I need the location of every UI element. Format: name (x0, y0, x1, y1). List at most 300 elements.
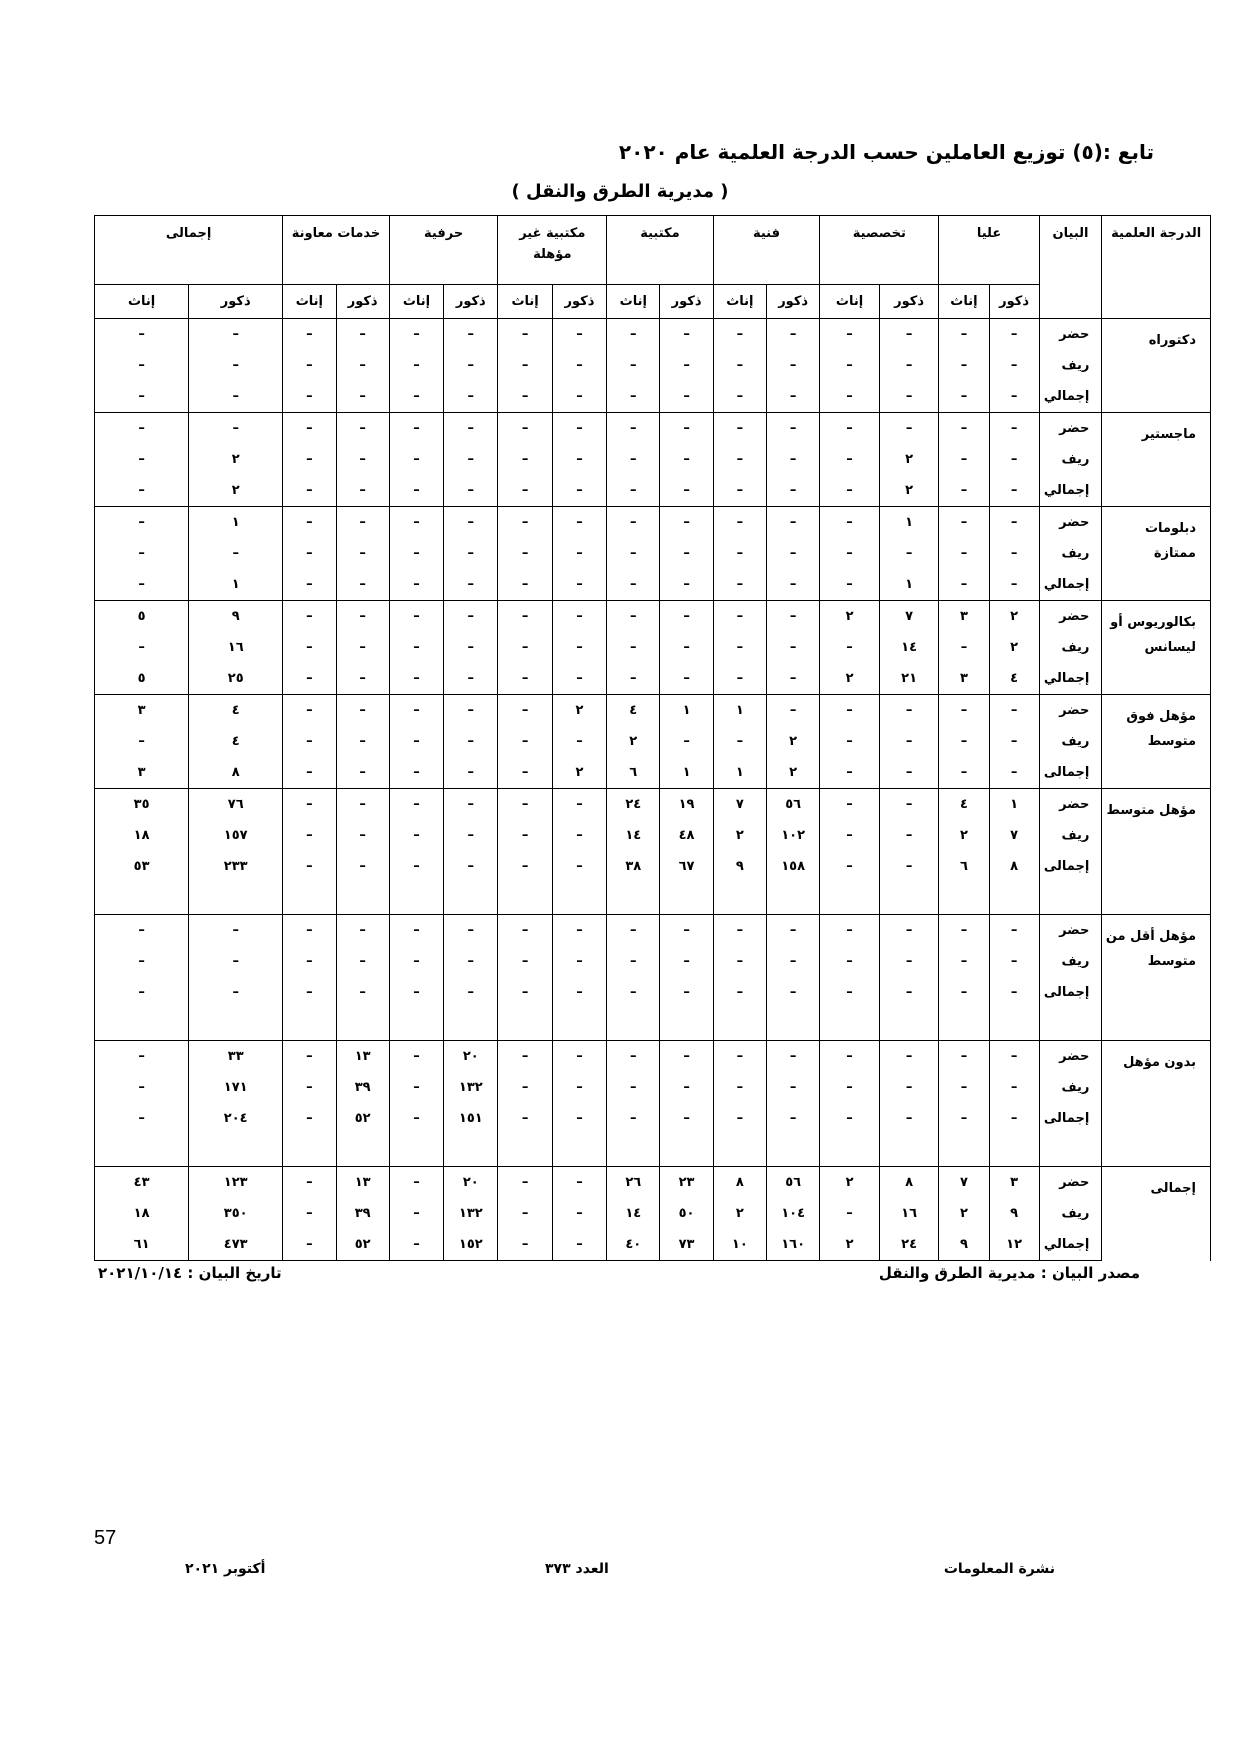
table-cell: – (713, 726, 766, 757)
table-cell: – (498, 569, 552, 601)
table-cell: ٩ (939, 1229, 989, 1261)
table-cell: ٥ (95, 601, 189, 633)
table-cell: – (95, 946, 189, 977)
table-cell: – (713, 413, 766, 445)
table-cell: – (989, 915, 1039, 947)
table-cell: – (283, 1103, 336, 1134)
table-row (95, 977, 1211, 1008)
table-cell: – (879, 726, 939, 757)
table-cell: ٢٥ (189, 663, 283, 695)
table-cell: – (552, 444, 606, 475)
table-cell: ٥٦ (767, 1167, 820, 1199)
table-cell: – (713, 569, 766, 601)
table-cell: – (989, 977, 1039, 1008)
table-cell: – (95, 319, 189, 351)
empty-cell (989, 882, 1039, 915)
table-cell: – (283, 350, 336, 381)
table-cell: – (552, 820, 606, 851)
empty-cell (189, 882, 283, 915)
table-cell: – (939, 757, 989, 789)
table-cell: – (552, 915, 606, 947)
table-cell: – (498, 946, 552, 977)
table-cell: – (989, 444, 1039, 475)
table-cell: ١٢٣ (189, 1167, 283, 1199)
table-cell: – (389, 726, 443, 757)
table-cell: ١٧١ (189, 1072, 283, 1103)
table-cell: – (879, 1103, 939, 1134)
table-cell: ١٥١ (444, 1103, 498, 1134)
empty-cell (607, 1134, 660, 1167)
degree-label: بدون مؤهل (1102, 1041, 1211, 1167)
table-cell: – (607, 569, 660, 601)
table-cell: – (189, 915, 283, 947)
table-cell: – (607, 663, 660, 695)
empty-cell (389, 1008, 443, 1041)
table-cell: – (444, 663, 498, 695)
table-cell: ٢ (713, 820, 766, 851)
table-cell: – (444, 350, 498, 381)
female-header: إناث (713, 285, 766, 319)
table-cell: – (820, 444, 880, 475)
table-cell: – (820, 632, 880, 663)
table-cell: – (444, 820, 498, 851)
table-cell: – (607, 538, 660, 569)
table-cell: – (283, 977, 336, 1008)
table-cell: – (283, 601, 336, 633)
empty-cell (713, 1134, 766, 1167)
empty-cell (989, 1008, 1039, 1041)
table-cell: – (283, 569, 336, 601)
table-row (95, 915, 1211, 947)
female-header: إناث (389, 285, 443, 319)
table-cell: – (389, 601, 443, 633)
table-cell: – (498, 350, 552, 381)
table-cell: – (336, 820, 389, 851)
table-cell: ١ (879, 569, 939, 601)
table-cell: – (389, 1198, 443, 1229)
table-cell: ٤٧٣ (189, 1229, 283, 1261)
table-cell: – (389, 820, 443, 851)
table-cell: ٥٢ (336, 1229, 389, 1261)
male-header: ذكور (336, 285, 389, 319)
row-type: ريف (1039, 726, 1102, 757)
table-cell: – (607, 601, 660, 633)
table-cell: ١٤ (879, 632, 939, 663)
table-cell: ٤ (989, 663, 1039, 695)
table-cell: – (552, 1041, 606, 1073)
table-row (95, 820, 1211, 851)
table-cell: ٤٣ (95, 1167, 189, 1199)
table-cell: – (767, 507, 820, 539)
table-cell: – (336, 350, 389, 381)
footer-month: أكتوبر ٢٠٢١ (185, 1561, 266, 1577)
header-row-groups (95, 216, 1211, 285)
group-header: مكتبية (607, 216, 714, 285)
table-cell: ٢ (713, 1198, 766, 1229)
table-cell: – (95, 413, 189, 445)
empty-cell (498, 882, 552, 915)
empty-cell (95, 1008, 189, 1041)
female-header: إناث (95, 285, 189, 319)
table-cell: – (939, 695, 989, 727)
table-cell: – (283, 757, 336, 789)
table-row (95, 413, 1211, 445)
table-cell: – (939, 507, 989, 539)
group-header: فنية (713, 216, 820, 285)
row-type: حضر (1039, 507, 1102, 539)
table-cell: – (283, 726, 336, 757)
table-cell: – (95, 1103, 189, 1134)
table-cell: ١ (713, 757, 766, 789)
table-cell: – (336, 444, 389, 475)
table-cell: – (820, 1103, 880, 1134)
table-cell: ٢ (189, 444, 283, 475)
table-cell: ١٣٢ (444, 1072, 498, 1103)
table-cell: – (389, 569, 443, 601)
table-cell: – (444, 538, 498, 569)
table-cell: ٢ (820, 663, 880, 695)
row-type: حضر (1039, 601, 1102, 633)
table-row (95, 726, 1211, 757)
table-cell: – (607, 1103, 660, 1134)
table-cell: ٧ (713, 789, 766, 821)
table-cell: – (444, 789, 498, 821)
table-cell: – (607, 1041, 660, 1073)
table-cell: – (389, 538, 443, 569)
row-type: إجمالى (1039, 851, 1102, 882)
table-cell: – (767, 632, 820, 663)
table-row (95, 1103, 1211, 1134)
table-cell: ١٣٢ (444, 1198, 498, 1229)
table-cell: – (879, 977, 939, 1008)
table-cell: – (989, 757, 1039, 789)
table-cell: – (767, 1041, 820, 1073)
table-cell: – (820, 475, 880, 507)
table-cell: – (767, 946, 820, 977)
page-title: تابع :(٥) توزيع العاملين حسب الدرجة العلمية عام ٢٠٢٠ (618, 140, 1154, 164)
table-cell: – (767, 915, 820, 947)
table-cell: – (820, 1041, 880, 1073)
table-cell: – (939, 350, 989, 381)
table-cell: – (713, 663, 766, 695)
table-cell: – (389, 475, 443, 507)
table-cell: ٢ (552, 695, 606, 727)
table-cell: – (879, 319, 939, 351)
table-cell: – (389, 946, 443, 977)
table-cell: – (444, 507, 498, 539)
table-cell: – (989, 695, 1039, 727)
table-cell: ٤ (607, 695, 660, 727)
table-cell: – (444, 475, 498, 507)
table-cell: ٣ (989, 1167, 1039, 1199)
table-cell: – (498, 1167, 552, 1199)
table-cell: – (939, 413, 989, 445)
table-cell: ١ (189, 507, 283, 539)
table-cell: – (95, 538, 189, 569)
table-cell: ١٣ (336, 1167, 389, 1199)
table-cell: – (713, 538, 766, 569)
empty-cell (939, 1008, 989, 1041)
table-cell: ٤٨ (660, 820, 713, 851)
table-cell: – (767, 475, 820, 507)
table-cell: – (660, 444, 713, 475)
table-cell: – (283, 789, 336, 821)
empty-cell (95, 882, 189, 915)
table-cell: – (552, 1167, 606, 1199)
table-cell: – (820, 726, 880, 757)
table-cell: – (552, 1072, 606, 1103)
row-type: ريف (1039, 946, 1102, 977)
table-cell: – (767, 1103, 820, 1134)
table-cell: – (660, 381, 713, 413)
table-row (95, 1198, 1211, 1229)
table-cell: – (283, 851, 336, 882)
table-cell: – (95, 1072, 189, 1103)
table-cell: – (389, 444, 443, 475)
table-cell: – (498, 475, 552, 507)
row-type: حضر (1039, 1167, 1102, 1199)
table-cell: – (879, 789, 939, 821)
table-cell: – (607, 350, 660, 381)
table-cell: – (607, 632, 660, 663)
table-cell: ٨ (879, 1167, 939, 1199)
degree-label: مؤهل متوسط (1102, 789, 1211, 915)
table-cell: – (444, 757, 498, 789)
table-cell: ٢٣٣ (189, 851, 283, 882)
table-cell: – (498, 381, 552, 413)
table-cell: ٢ (820, 601, 880, 633)
table-cell: ١٠٢ (767, 820, 820, 851)
group-header: عليا (939, 216, 1039, 285)
table-cell: – (552, 851, 606, 882)
table-cell: – (389, 757, 443, 789)
table-cell: ٢ (820, 1229, 880, 1261)
empty-cell (552, 1134, 606, 1167)
table-cell: – (283, 507, 336, 539)
empty-cell (607, 882, 660, 915)
table-cell: – (283, 444, 336, 475)
table-cell: – (767, 319, 820, 351)
empty-cell (1039, 1008, 1102, 1041)
table-cell: – (95, 632, 189, 663)
table-cell: – (989, 538, 1039, 569)
group-header: تخصصية (820, 216, 939, 285)
row-type: ريف (1039, 444, 1102, 475)
table-cell: ٢ (552, 757, 606, 789)
degree-label: دكتوراه (1102, 319, 1211, 413)
degree-label: إجمالى (1102, 1167, 1211, 1261)
table-cell: – (939, 381, 989, 413)
table-cell: – (498, 507, 552, 539)
table-cell: – (820, 1072, 880, 1103)
table-cell: – (879, 695, 939, 727)
table-cell: – (336, 632, 389, 663)
table-cell: – (498, 601, 552, 633)
table-cell: ٢٤ (879, 1229, 939, 1261)
table-cell: – (389, 1229, 443, 1261)
table-cell: – (879, 538, 939, 569)
table-cell: – (879, 1041, 939, 1073)
table-cell: ٧ (939, 1167, 989, 1199)
table-cell: – (498, 538, 552, 569)
empty-cell (939, 882, 989, 915)
table-cell: – (713, 1041, 766, 1073)
table-cell: – (989, 507, 1039, 539)
empty-cell (283, 1008, 336, 1041)
row-type: إجمالي (1039, 475, 1102, 507)
table-cell: ٧٦ (189, 789, 283, 821)
table-cell: – (879, 1072, 939, 1103)
table-cell: – (389, 1167, 443, 1199)
table-cell: – (498, 789, 552, 821)
table-cell: – (444, 726, 498, 757)
table-row (95, 789, 1211, 821)
table-cell: – (336, 695, 389, 727)
table-cell: – (820, 319, 880, 351)
spacer-row (95, 1008, 1211, 1041)
table-cell: – (939, 632, 989, 663)
male-header: ذكور (660, 285, 713, 319)
table-cell: – (95, 726, 189, 757)
female-header: إناث (607, 285, 660, 319)
table-cell: – (660, 663, 713, 695)
empty-cell (660, 1008, 713, 1041)
table-cell: ٥٢ (336, 1103, 389, 1134)
table-cell: – (607, 475, 660, 507)
table-cell: – (660, 946, 713, 977)
row-type: حضر (1039, 413, 1102, 445)
male-header: ذكور (552, 285, 606, 319)
table-cell: – (336, 569, 389, 601)
table-cell: – (389, 695, 443, 727)
table-cell: – (939, 538, 989, 569)
table-cell: – (552, 946, 606, 977)
table-cell: – (552, 413, 606, 445)
male-header: ذكور (767, 285, 820, 319)
empty-cell (939, 1134, 989, 1167)
table-cell: – (607, 319, 660, 351)
table-row (95, 1041, 1211, 1073)
male-header: ذكور (189, 285, 283, 319)
table-cell: – (552, 1229, 606, 1261)
table-cell: – (607, 413, 660, 445)
table-cell: ٥٣ (95, 851, 189, 882)
table-cell: – (389, 1041, 443, 1073)
table-cell: – (879, 915, 939, 947)
table-row (95, 350, 1211, 381)
table-cell: ٧ (879, 601, 939, 633)
table-cell: – (939, 915, 989, 947)
table-row (95, 475, 1211, 507)
table-cell: – (820, 507, 880, 539)
employees-table (94, 215, 1211, 1261)
table-cell: – (713, 350, 766, 381)
table-cell: ١ (989, 789, 1039, 821)
table-cell: ٩ (989, 1198, 1039, 1229)
table-cell: – (336, 663, 389, 695)
table-cell: – (95, 381, 189, 413)
table-cell: ٢٠٤ (189, 1103, 283, 1134)
empty-cell (336, 1008, 389, 1041)
table-row (95, 507, 1211, 539)
table-cell: – (336, 601, 389, 633)
table-cell: ٨ (189, 757, 283, 789)
table-cell: – (283, 413, 336, 445)
table-cell: – (283, 946, 336, 977)
row-type: حضر (1039, 789, 1102, 821)
table-cell: ٣٣ (189, 1041, 283, 1073)
table-cell: – (336, 789, 389, 821)
table-cell: – (283, 1229, 336, 1261)
table-cell: – (660, 507, 713, 539)
table-cell: ٤٠ (607, 1229, 660, 1261)
empty-cell (879, 882, 939, 915)
table-cell: – (767, 538, 820, 569)
degree-label: مؤهل فوق متوسط (1102, 695, 1211, 789)
table-cell: – (95, 350, 189, 381)
row-type: حضر (1039, 1041, 1102, 1073)
table-cell: – (498, 1229, 552, 1261)
table-cell: ١ (713, 695, 766, 727)
table-cell: – (820, 789, 880, 821)
table-cell: – (498, 413, 552, 445)
table-cell: – (767, 1072, 820, 1103)
table-cell: – (95, 1041, 189, 1073)
table-cell: ١٠٤ (767, 1198, 820, 1229)
table-cell: – (552, 350, 606, 381)
female-header: إناث (498, 285, 552, 319)
table-cell: – (939, 1072, 989, 1103)
table-cell: ٣٩ (336, 1072, 389, 1103)
row-type: حضر (1039, 319, 1102, 351)
table-cell: – (879, 350, 939, 381)
table-cell: – (498, 820, 552, 851)
table-cell: – (552, 381, 606, 413)
table-cell: – (989, 1072, 1039, 1103)
table-row (95, 444, 1211, 475)
table-row (95, 695, 1211, 727)
table-cell: ١ (189, 569, 283, 601)
table-cell: – (989, 1041, 1039, 1073)
table-cell: – (820, 1198, 880, 1229)
group-header: حرفية (389, 216, 498, 285)
table-cell: ٦ (607, 757, 660, 789)
table-cell: – (713, 381, 766, 413)
table-cell: – (767, 695, 820, 727)
empty-cell (283, 1134, 336, 1167)
table-cell: – (607, 507, 660, 539)
table-cell: – (713, 632, 766, 663)
table-cell: – (939, 319, 989, 351)
table-cell: – (444, 381, 498, 413)
table-cell: – (939, 1103, 989, 1134)
table-cell: ٢٦ (607, 1167, 660, 1199)
table-cell: – (939, 1041, 989, 1073)
table-cell: – (336, 319, 389, 351)
table-row (95, 1167, 1211, 1199)
row-type: إجمالي (1039, 381, 1102, 413)
table-cell: ١٥٢ (444, 1229, 498, 1261)
table-cell: – (95, 507, 189, 539)
row-type: ريف (1039, 1072, 1102, 1103)
table-cell: ٤ (939, 789, 989, 821)
footer-publication: نشرة المعلومات (943, 1561, 1055, 1577)
table-cell: – (939, 946, 989, 977)
male-header: ذكور (444, 285, 498, 319)
table-cell: – (552, 1103, 606, 1134)
empty-cell (336, 1134, 389, 1167)
table-cell: – (498, 1198, 552, 1229)
